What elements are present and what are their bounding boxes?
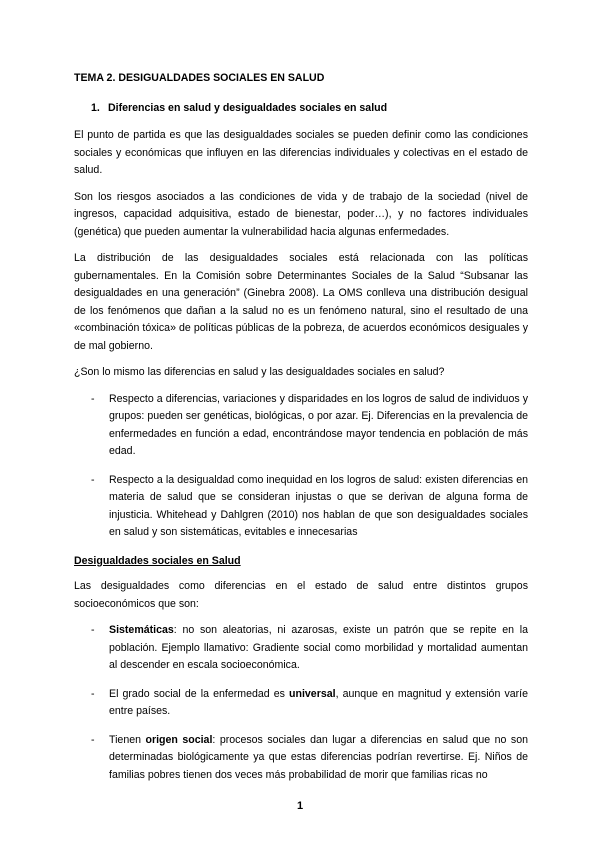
section-number: 1. xyxy=(91,101,100,114)
list-item xyxy=(74,391,528,461)
bullet: - xyxy=(91,624,95,636)
document-page xyxy=(74,70,528,795)
differences-list xyxy=(74,391,528,542)
bullet: - xyxy=(91,733,95,746)
subsection-intro: Las desigualdades como diferencias en el estado de salud entre distintos grupos socioeconómicos que son: xyxy=(74,580,528,610)
bullet: - xyxy=(91,392,95,405)
bullet: - xyxy=(91,473,95,486)
list-item-text: Tienen origen social: procesos sociales dan lugar a diferencias en salud que no son determinadas biológicamente ya que estas diferencias podrían revertirse. Ej. Niños de familias pobres tienen dos veces más probabilidad de morir que familias ricas no xyxy=(109,733,528,781)
paragraph: El punto de partida es que las desigualdades sociales se pueden definir como las condiciones sociales y económicas que influyen en las diferencias individuales y colectivas en el estado de salud. xyxy=(74,129,528,176)
emphasis: origen social xyxy=(145,733,213,746)
list-item-text: Respecto a diferencias, variaciones y disparidades en los logros de salud de individuos y grupos: pueden ser genéticas, biológicas, o por azar. Ej. Diferencias en la prevalencia de enfermedades en función a edad, encontrándose mayor tendencia en población de más edad. xyxy=(109,392,528,457)
list-item xyxy=(74,732,528,785)
paragraph: Son los riesgos asociados a las condiciones de vida y de trabajo de la sociedad (nivel de ingresos, capacidad adquisitiva, estado de bienestar, poder…), y no factores individuales (genética) que pueden aumentar la vulnerabilidad hacia algunas enfermedades. xyxy=(74,190,528,238)
list-item-text: Respecto a la desigualdad como inequidad en los logros de salud: existen diferencias en materia de salud que se consideran injustas o que se derivan de alguna forma de injusticia. Whitehead y Dahlgren (2010) nos hablan de que son desigualdades sociales en salud y son sistemáticas, evitables e innecesarias xyxy=(109,473,528,538)
question-paragraph: ¿Son lo mismo las diferencias en salud y las desigualdades sociales en salud? xyxy=(74,366,445,378)
section-title: Diferencias en salud y desigualdades sociales en salud xyxy=(108,101,388,114)
list-item xyxy=(74,686,528,721)
emphasis: universal xyxy=(289,687,336,700)
list-item xyxy=(74,622,528,675)
bullet: - xyxy=(91,687,95,700)
list-item-text: El grado social de la enfermedad es universal, aunque en magnitud y extensión varíe entre países. xyxy=(109,687,528,717)
subsection-title: Desigualdades sociales en Salud xyxy=(74,554,241,567)
list-item xyxy=(74,472,528,542)
emphasis: Sistemáticas xyxy=(109,624,174,636)
list-item-text: Sistemáticas: no son aleatorias, ni azarosas, existe un patrón que se repite en la población. Ejemplo llamativo: Gradiente social como morbilidad y mortalidad aumentan al descender en escala socioeconómica. xyxy=(109,624,528,671)
document-title: TEMA 2. DESIGUALDADES SOCIALES EN SALUD xyxy=(74,72,325,84)
section-heading xyxy=(74,100,528,118)
page-number: 1 xyxy=(296,800,304,812)
characteristics-list xyxy=(74,622,528,784)
paragraph: La distribución de las desigualdades sociales está relacionada con las políticas gubernamentales. En la Comisión sobre Determinantes Sociales de la Salud “Subsanar las desigualdades en una generación” (Ginebra 2008). La OMS conlleva una distribución desigual de los fenómenos que dañan a la salud no es un fenómeno natural, sino el resultado de una «combinación tóxica» de políticas públicas de la pobreza, de acuerdos económicos desiguales y de mal gobierno. xyxy=(74,252,528,352)
